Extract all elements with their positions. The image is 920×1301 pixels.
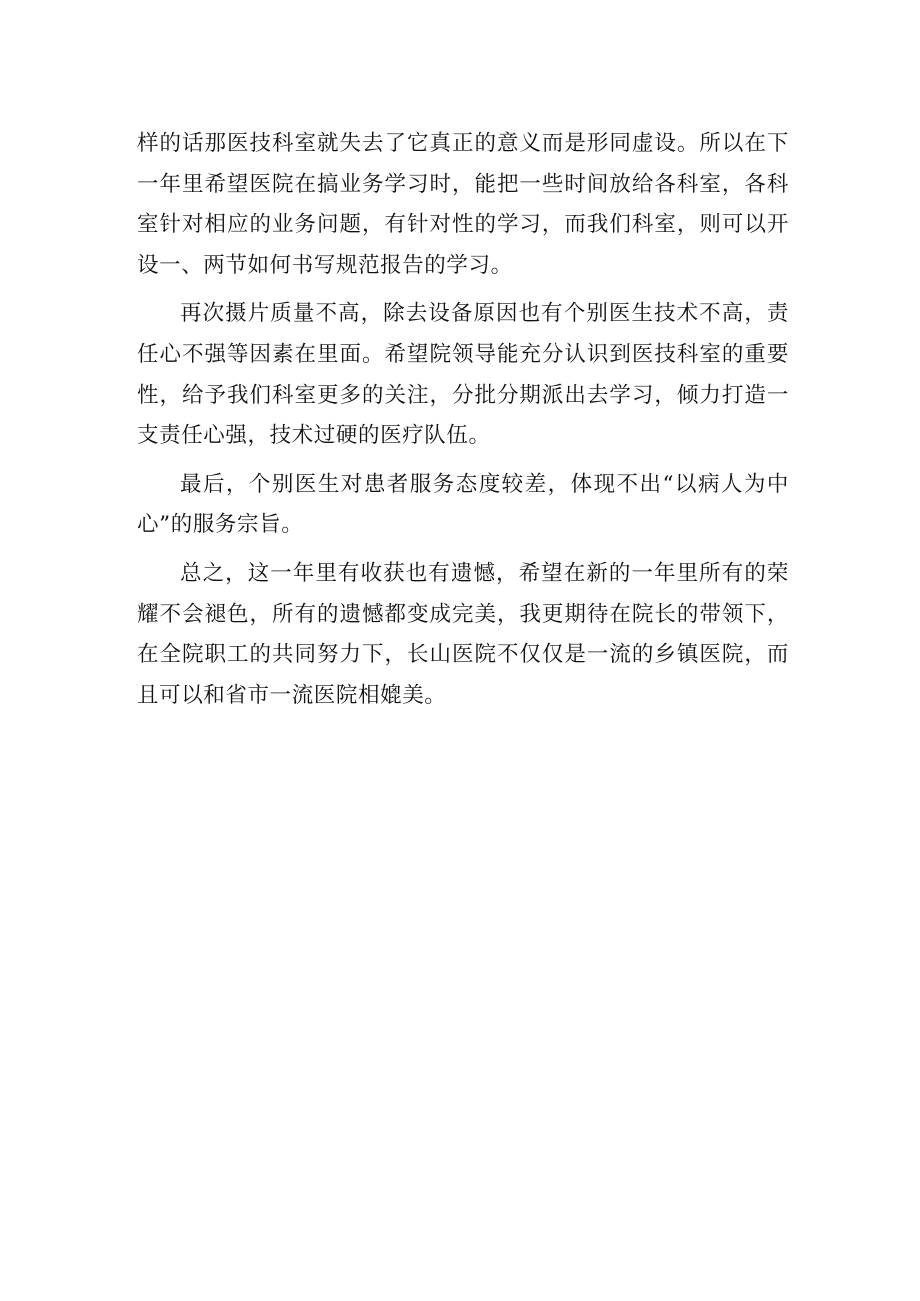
paragraph-conclusion: 总之，这一年里有收获也有遗憾，希望在新的一年里所有的荣耀不会褪色，所有的遗憾都变成完美，我更期待在院长的带领下，在全院职工的共同努力下，长山医院不仅仅是一流的乡镇医院，而且可以和省市一流医院相媲美。 <box>137 560 789 708</box>
paragraph-continuation: 样的话那医技科室就失去了它真正的意义而是形同虚设。所以在下一年里希望医院在搞业务学习时，能把一些时间放给各科室，各科室针对相应的业务问题，有针对性的学习，而我们科室，则可以开设一、两节如何书写规范报告的学习。 <box>137 131 789 278</box>
paragraph-imaging-quality: 再次摄片质量不高，除去设备原因也有个别医生技术不高，责任心不强等因素在里面。希望院领导能充分认识到医技科室的重要性，给予我们科室更多的关注，分批分期派出去学习，倾力打造一支责任心强，技术过硬的医疗队伍。 <box>137 301 789 449</box>
paragraph-service-attitude: 最后，个别医生对患者服务态度较差，体现不出“以病人为中心”的服务宗旨。 <box>137 471 789 538</box>
document-body <box>137 124 789 724</box>
